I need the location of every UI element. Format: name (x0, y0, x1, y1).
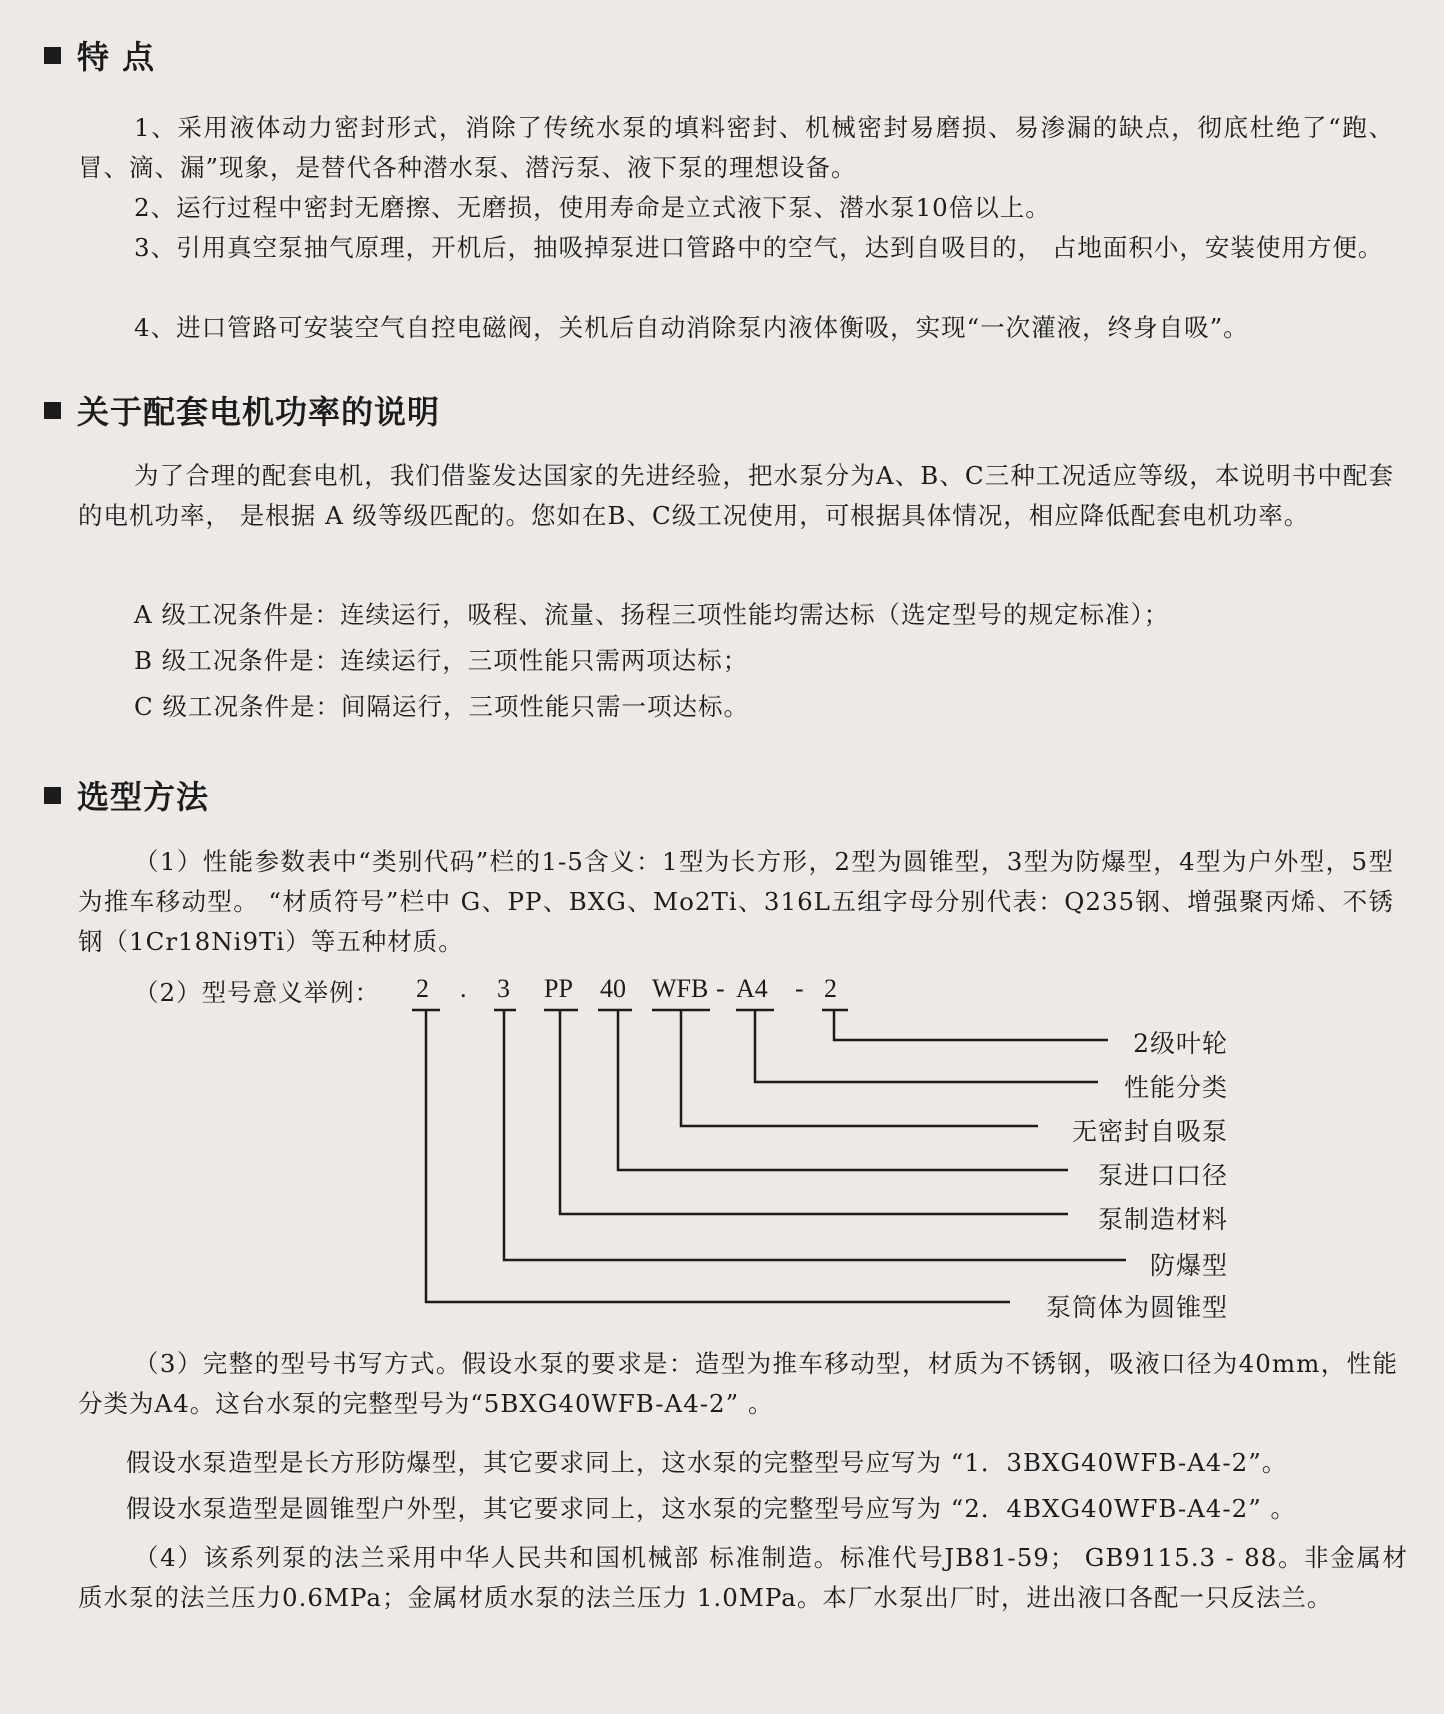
selection-title: 选型方法 (77, 778, 210, 816)
code-part: PP (544, 974, 573, 1003)
diagram-label: 无密封自吸泵 (1071, 1117, 1228, 1146)
code-part: A4 (736, 974, 768, 1003)
code-part: 3 (497, 974, 510, 1003)
grade-c-condition: C 级工况条件是：间隔运行，三项性能只需一项达标。 (134, 692, 750, 721)
diagram-label: 2级叶轮 (1133, 1029, 1228, 1058)
code-part: 40 (600, 974, 626, 1003)
diagram-label: 防爆型 (1149, 1251, 1228, 1280)
example-label: （2）型号意义举例： (134, 978, 381, 1007)
features-item-4: 4、进口管路可安装空气自控电磁阀，关机后自动消除泵内液体衡吸，实现“一次灌液，终身自吸”。 (134, 313, 1249, 342)
features-item-3: 3、引用真空泵抽气原理，开机后，抽吸掉泵进口管路中的空气，达到自吸目的， 占地面积小，安装使用方便。 (134, 233, 1384, 262)
code-part: 2 (416, 974, 429, 1003)
selection-example-c: 假设水泵造型是圆锥型户外型，其它要求同上，这水泵的完整型号应写为 “2．4BXG40WFB-A4-2” 。 (126, 1494, 1297, 1523)
grade-a-condition: A 级工况条件是：连续运行，吸程、流量、扬程三项性能均需达标（选定型号的规定标准）； (134, 600, 1170, 629)
code-part: 2 (824, 974, 837, 1003)
selection-example-b: 假设水泵造型是长方形防爆型，其它要求同上，这水泵的完整型号应写为 “1．3BXG40WFB-A4-2”。 (126, 1448, 1288, 1477)
diagram-label: 泵筒体为圆锥型 (1045, 1293, 1228, 1322)
features-item-2: 2、运行过程中密封无磨擦、无磨损，使用寿命是立式液下泵、潜水泵10倍以上。 (134, 193, 1051, 222)
motor-title: 关于配套电机功率的说明 (77, 393, 441, 431)
diagram-label: 泵制造材料 (1097, 1205, 1228, 1234)
diagram-label: 泵进口口径 (1097, 1161, 1228, 1190)
selection-item-1: （1）性能参数表中“类别代码”栏的1-5含义：1型为长方形，2型为圆锥型，3型为防爆型，4型为户外型，5型为推车移动型。 “材质符号”栏中 G、PP、BXG、Mo2Ti、316L五组字母分别代表：Q235钢、增强聚丙烯、不锈钢（1Cr18Ni9Ti）等五种材质。 (78, 847, 1394, 956)
code-part: WFB (652, 974, 709, 1003)
features-item-1: 1、采用液体动力密封形式，消除了传统水泵的填料密封、机械密封易磨损、易渗漏的缺点，彻底杜绝了“跑、冒、滴、漏”现象，是替代各种潜水泵、潜污泵、液下泵的理想设备。 (78, 113, 1394, 182)
code-part: - (795, 974, 804, 1003)
selection-item-4: （4）该系列泵的法兰采用中华人民共和国机械部 标准制造。标准代号JB81-59； GB9115.3 - 88。非金属材质水泵的法兰压力0.6MPa；金属材质水泵的法兰压力 1.0MPa。本厂水泵出厂时，进出液口各配一只反法兰。 (78, 1543, 1408, 1612)
selection-item-3: （3）完整的型号书写方式。假设水泵的要求是：造型为推车移动型，材质为不锈钢，吸液口径为40mm，性能分类为A4。这台水泵的完整型号为“5BXG40WFB-A4-2” 。 (78, 1349, 1398, 1418)
diagram-label: 性能分类 (1123, 1073, 1228, 1102)
motor-intro: 为了合理的配套电机，我们借鉴发达国家的先进经验，把水泵分为A、B、C三种工况适应等级，本说明书中配套的电机功率， 是根据 A 级等级匹配的。您如在B、C级工况使用，可根据具体情况，相应降低配套电机功率。 (78, 461, 1394, 530)
code-part: . (460, 974, 467, 1003)
code-part: - (716, 974, 725, 1003)
grade-b-condition: B 级工况条件是：连续运行，三项性能只需两项达标； (134, 646, 749, 675)
features-title: 特 点 (77, 38, 156, 76)
